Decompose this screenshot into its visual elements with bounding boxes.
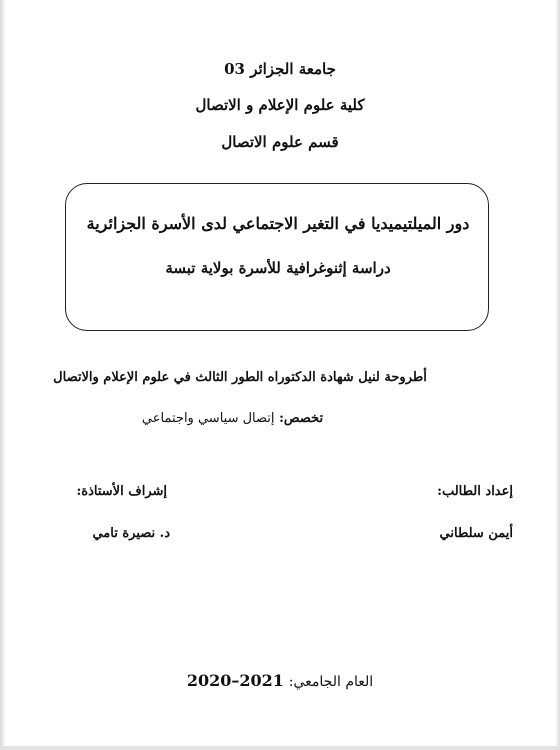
supervisor-name: د. نصيرة تامي bbox=[92, 526, 170, 541]
supervised-by-label: إشراف الأستاذة: bbox=[76, 484, 167, 499]
academic-year-line bbox=[0, 671, 560, 690]
university-name: جامعة الجزائر 03 bbox=[224, 60, 336, 78]
specialty-label: تخصص: bbox=[279, 411, 324, 426]
student-name: أيمن سلطاني bbox=[439, 526, 513, 541]
department-name: قسم علوم الاتصال bbox=[221, 133, 339, 151]
thesis-title: دور الميلتيميديا في التغير الاجتماعي لدى الأسرة الجزائرية bbox=[86, 214, 470, 233]
prepared-by-label: إعداد الطالب: bbox=[437, 484, 513, 499]
academic-year-value: 2020–2021 bbox=[186, 671, 284, 690]
thesis-subtitle: دراسة إثنوغرافية للأسرة بولاية تبسة bbox=[165, 259, 391, 277]
thesis-title-box bbox=[65, 183, 489, 331]
academic-year-label: العام الجامعي: bbox=[288, 674, 374, 690]
faculty-name: كلية علوم الإعلام و الاتصال bbox=[195, 96, 365, 114]
page-shadow-bottom bbox=[0, 746, 560, 750]
thesis-description: أطروحة لنيل شهادة الدكتوراه الطور الثالث في علوم الإعلام والاتصال bbox=[53, 370, 427, 385]
specialty-line bbox=[0, 411, 465, 426]
specialty-value: إتصال سياسي واجتماعي bbox=[141, 411, 275, 426]
